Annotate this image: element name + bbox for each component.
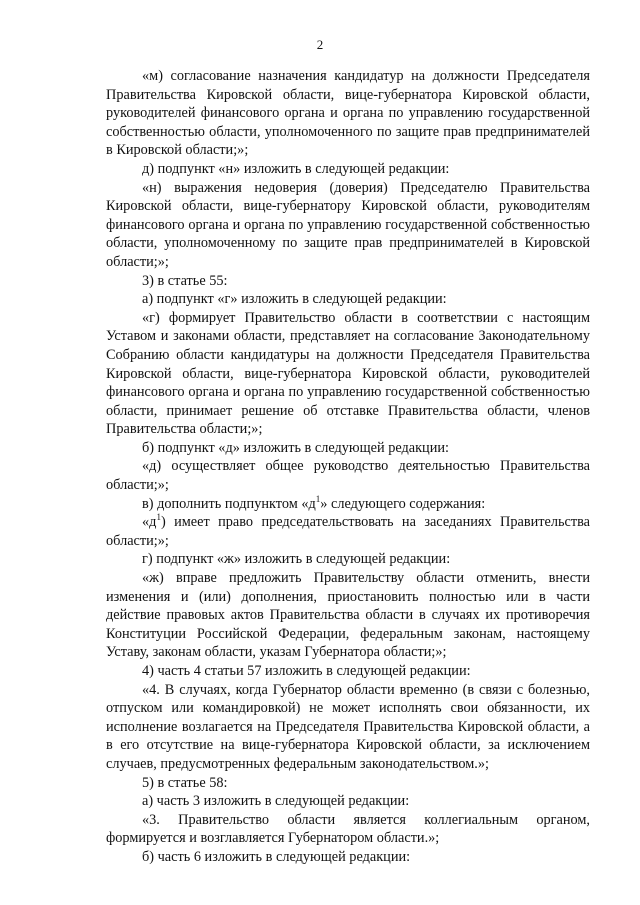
paragraph-article-55: 3) в статье 55:: [142, 272, 228, 289]
paragraph-part-6-instruction: б) часть 6 изложить в следующей редакции:: [142, 848, 411, 865]
text-fragment: ) имеет право председательствовать на заседаниях Правительства области;»;: [106, 514, 590, 549]
paragraph-item-d: «д) осуществляет общее руководство деятельностью Правительства области;»;: [106, 458, 590, 494]
text-fragment: «д: [142, 514, 157, 531]
paragraph-article-57-instruction: 4) часть 4 статьи 57 изложить в следующей редакции:: [142, 663, 471, 679]
page-number: 2: [316, 37, 324, 52]
document-body: [106, 67, 590, 867]
text-fragment: в) дополнить подпунктом «д: [142, 495, 316, 512]
paragraph-part-3: «3. Правительство области является коллегиальным органом, формируется и возглавляется Губернатором области.»;: [106, 811, 590, 847]
text-fragment: » следующего содержания:: [320, 495, 486, 512]
paragraph-part-3-instruction: а) часть 3 изложить в следующей редакции:: [142, 793, 410, 810]
paragraph-item-g: «г) формирует Правительство области в соответствии с настоящим Уставом и законами области, представляет на согласование Законодательному Собранию области кандидатуры на должности Председателя Правительства Кировской области, вице-губернатора Кировской области, руководителей финансового органа и органа по управлению государственной собственностью области, принимает решение об отставке Правительства области, членов Правительства области;»;: [106, 309, 590, 438]
paragraph-article-58: 5) в статье 58:: [142, 774, 228, 791]
paragraph-item-n: «н) выражения недоверия (доверия) Председателю Правительства Кировской области, вице-губернатору Кировской области, руководителям финансового органа и органа по управлению государственной собственностью области, уполномоченному по защите прав предпринимателей в Кировской области;»;: [106, 179, 590, 270]
paragraph-subitem-d-instruction: д) подпункт «н» изложить в следующей редакции:: [142, 160, 450, 177]
paragraph-item-zh: «ж) вправе предложить Правительству области отменить, внести изменения и (или) дополнения, приостановить полностью или в части действие правовых актов Правительства области в случаях их противоречия Конституции Российской Федерации, федеральным законам, настоящему Уставу, законам области, указам Губернатора области;»;: [106, 570, 590, 661]
paragraph-part-4: «4. В случаях, когда Губернатор области временно (в связи с болезнью, отпуском или командировкой) не может исполнять свои обязанности, их исполнение возлагается на Председателя Правительства Кировской области, а в его отсутствие на вице-губернатора Кировской области, за исключением случаев, предусмотренных федеральным законодательством.»;: [106, 681, 590, 772]
paragraph-item-m: «м) согласование назначения кандидатур на должности Председателя Правительства Кировской области, вице-губернатора Кировской области, руководителей финансового органа и органа по управлению государственной собственностью области, уполномоченного по защите прав предпринимателей в Кировской области;»;: [106, 68, 590, 159]
paragraph-item-d1: [106, 513, 590, 550]
superscript: 1: [156, 512, 161, 523]
paragraph-subitem-a-instruction: а) подпункт «г» изложить в следующей редакции:: [142, 291, 447, 308]
paragraph-subitem-g-instruction: г) подпункт «ж» изложить в следующей редакции:: [142, 551, 451, 568]
paragraph-subitem-b-instruction: б) подпункт «д» изложить в следующей редакции:: [142, 439, 449, 456]
paragraph-subitem-v-instruction: [106, 495, 590, 514]
superscript: 1: [315, 493, 321, 504]
